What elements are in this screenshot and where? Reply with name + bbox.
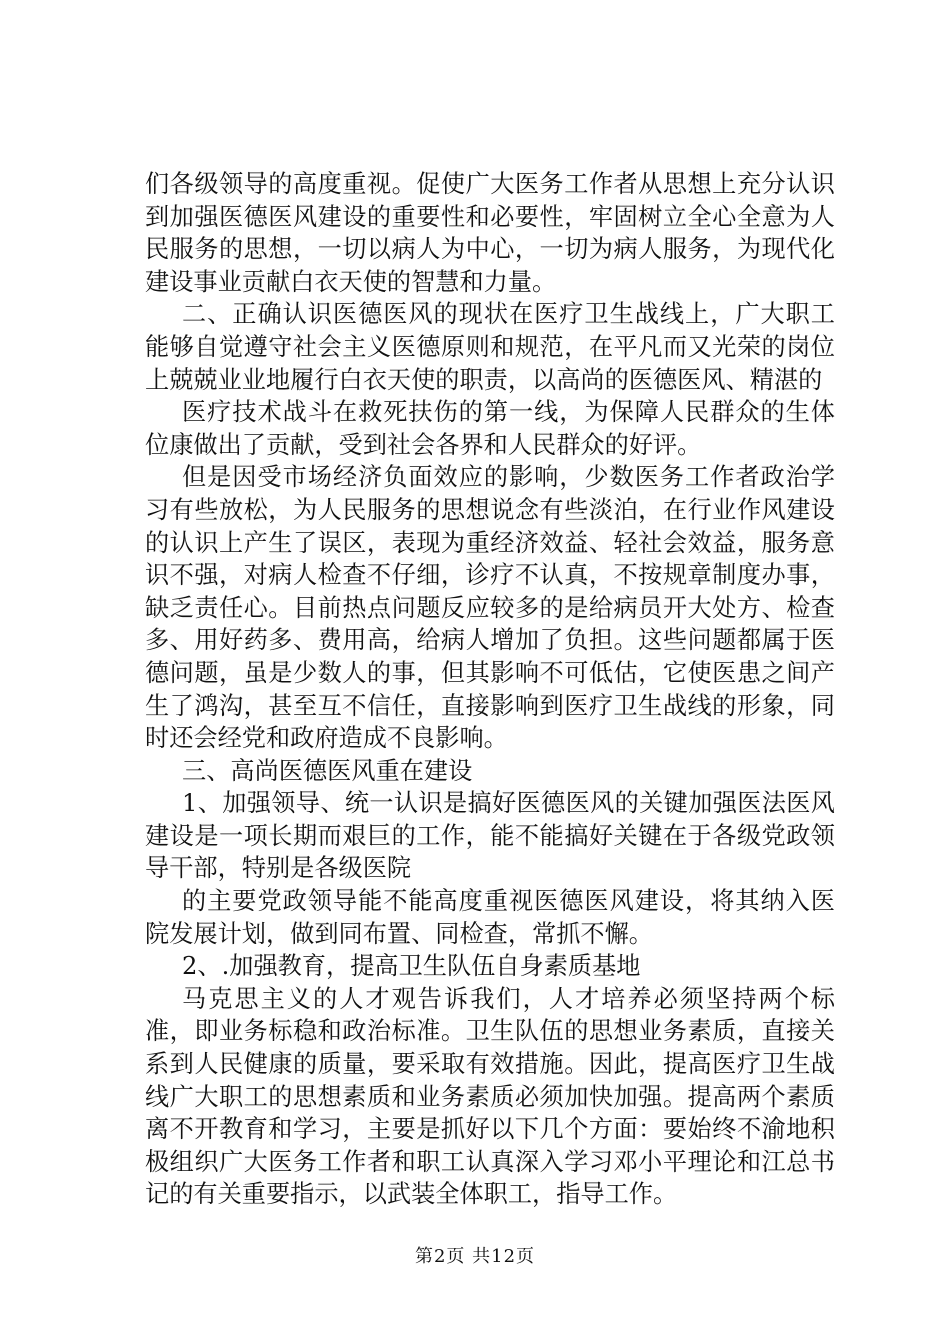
paragraph-9: 马克思主义的人才观告诉我们，人才培养必须坚持两个标准，即业务标稳和政治标准。卫生队伍的思想业务素质，直接关系到人民健康的质量，要采取有效措施。因此，提高医疗卫生战线广大职工的思想素质和业务素质必须加快加强。提高两个素质离不开教育和学习，主要是抓好以下几个方面：要始终不渝地积极组织广大医务工作者和职工认真深入学习邓小平理论和江总书记的有关重要指示，以武装全体职工，指导工作。 [145,984,835,1209]
page-number-footer: 第2页 共12页 [414,1246,536,1267]
paragraph-3: 医疗技术战斗在救死扶伤的第一线，为保障人民群众的生体位康做出了贡献，受到社会各界和人民群众的好评。 [145,398,835,459]
paragraph-6: 1、加强领导、统一认识是搞好医德医风的关键加强医法医风建设是一项长期而艰巨的工作，能不能搞好关键在于各级党政领导干部，特别是各级医院 [145,789,835,883]
paragraph-2: 二、正确认识医德医风的现状在医疗卫生战线上，广大职工能够自觉遵守社会主义医德原则和规范，在平凡而又光荣的岗位上兢兢业业地履行白衣天使的职责，以高尚的医德医风、精湛的 [145,300,835,394]
paragraph-4: 但是因受市场经济负面效应的影响，少数医务工作者政治学习有些放松，为人民服务的思想说念有些淡泊，在行业作风建设的认识上产生了误区，表现为重经济效益、轻社会效益，服务意识不强，对病人检查不仔细，诊疗不认真，不按规章制度办事，缺乏责任心。目前热点问题反应较多的是给病员开大处方、检查多、用好药多、费用高，给病人增加了负担。这些问题都属于医德问题，虽是少数人的事，但其影响不可低估，它使医患之间产生了鸿沟，甚至互不信任，直接影响到医疗卫生战线的形象，同时还会经党和政府造成不良影响。 [145,463,835,753]
paragraph-1: 们各级领导的高度重视。促使广大医务工作者从思想上充分认识到加强医德医风建设的重要性和必要性，牢固树立全心全意为人民服务的思想，一切以病人为中心，一切为病人服务，为现代化建设事业贡献白衣天使的智慧和力量。 [145,170,835,296]
section-heading-3: 三、高尚医德医风重在建设 [182,756,473,785]
paragraph-7: 的主要党政领导能不能高度重视医德医风建设，将其纳入医院发展计划，做到同布置、同检查，常抓不懈。 [145,887,835,948]
document-body [145,168,835,1211]
subheading-2: 2、.加强教育，提高卫生队伍自身素质基地 [182,952,641,981]
